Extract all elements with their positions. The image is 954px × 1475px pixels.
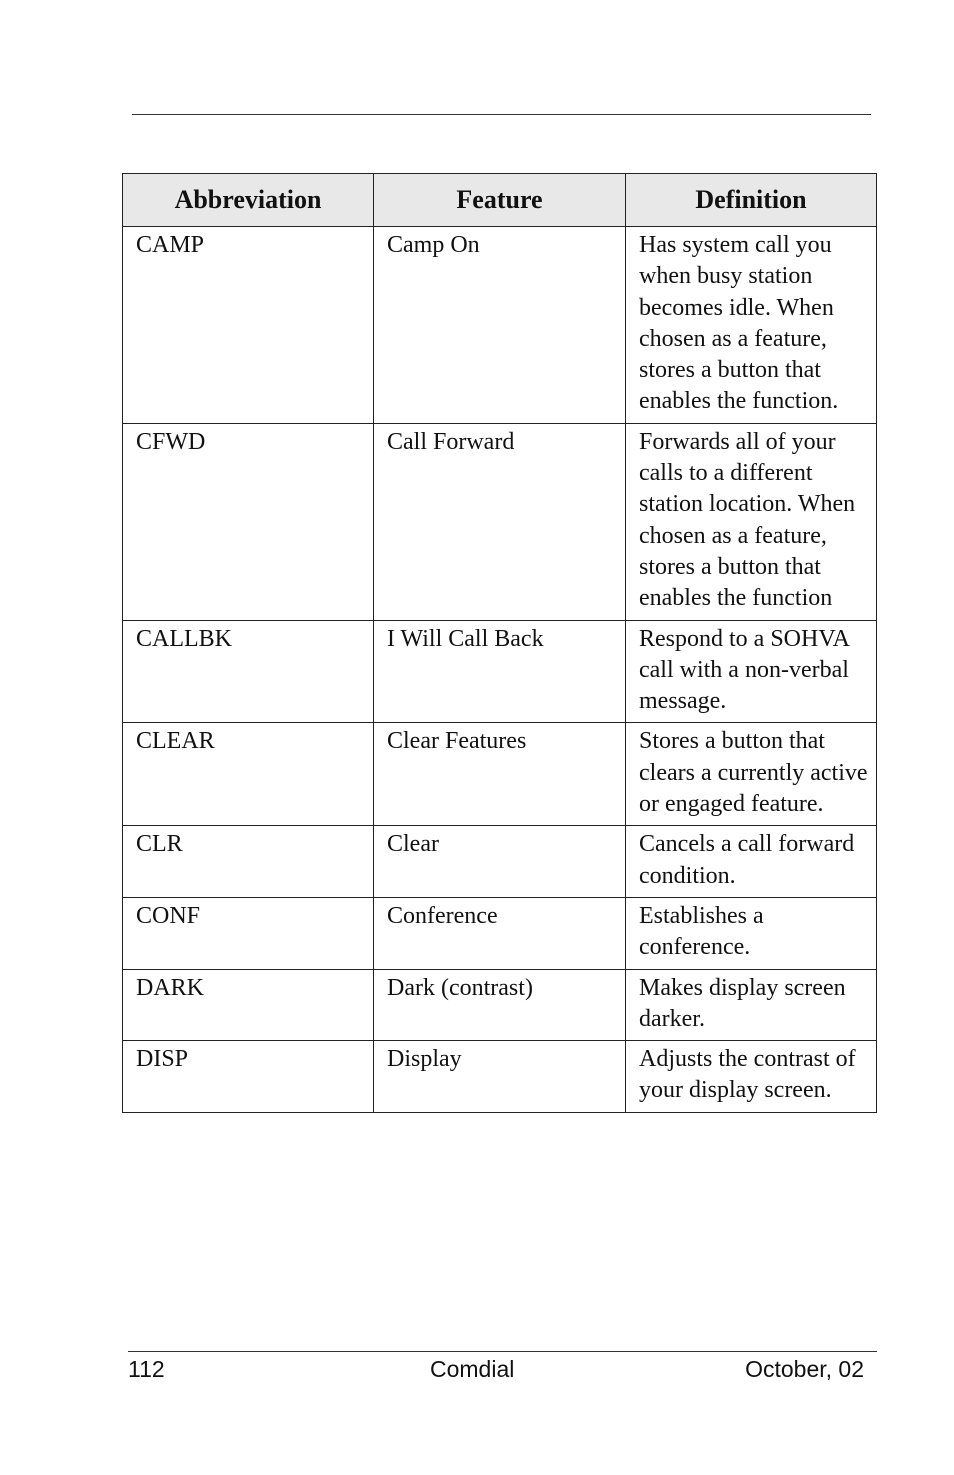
header-rule bbox=[132, 114, 871, 115]
cell-abbreviation: CONF bbox=[123, 897, 374, 969]
feature-table-body bbox=[123, 227, 877, 1113]
table-row bbox=[123, 423, 877, 620]
cell-feature: Clear Features bbox=[374, 723, 626, 826]
footer-rule bbox=[128, 1351, 877, 1352]
feature-table bbox=[122, 173, 877, 1113]
header-definition: Definition bbox=[626, 174, 877, 227]
cell-definition: Respond to a SOHVA call with a non-verbal message. bbox=[626, 620, 877, 723]
cell-abbreviation: CALLBK bbox=[123, 620, 374, 723]
footer-date: October, 02 bbox=[745, 1356, 864, 1382]
table-row bbox=[123, 969, 877, 1041]
cell-feature: Conference bbox=[374, 897, 626, 969]
cell-abbreviation: DISP bbox=[123, 1041, 374, 1113]
cell-definition: Forwards all of your calls to a different station location. When chosen as a feature, stores a button that enables the function bbox=[626, 423, 877, 620]
cell-abbreviation: CLEAR bbox=[123, 723, 374, 826]
cell-abbreviation: CAMP bbox=[123, 227, 374, 424]
table-row bbox=[123, 227, 877, 424]
footer-company: Comdial bbox=[430, 1356, 515, 1382]
cell-feature: I Will Call Back bbox=[374, 620, 626, 723]
table-row bbox=[123, 723, 877, 826]
cell-feature: Display bbox=[374, 1041, 626, 1113]
cell-definition: Establishes a conference. bbox=[626, 897, 877, 969]
cell-abbreviation: DARK bbox=[123, 969, 374, 1041]
table-row bbox=[123, 826, 877, 898]
page-number: 112 bbox=[128, 1356, 165, 1382]
cell-definition: Adjusts the contrast of your display screen. bbox=[626, 1041, 877, 1113]
cell-feature: Camp On bbox=[374, 227, 626, 424]
cell-abbreviation: CLR bbox=[123, 826, 374, 898]
cell-feature: Call Forward bbox=[374, 423, 626, 620]
table-row bbox=[123, 620, 877, 723]
table-row bbox=[123, 897, 877, 969]
cell-feature: Clear bbox=[374, 826, 626, 898]
cell-definition: Makes display screen darker. bbox=[626, 969, 877, 1041]
cell-definition: Cancels a call forward condition. bbox=[626, 826, 877, 898]
header-abbreviation: Abbreviation bbox=[123, 174, 374, 227]
cell-feature: Dark (contrast) bbox=[374, 969, 626, 1041]
feature-table-header bbox=[123, 174, 877, 227]
header-row bbox=[123, 174, 877, 227]
header-feature: Feature bbox=[374, 174, 626, 227]
cell-definition: Has system call you when busy station becomes idle. When chosen as a feature, stores a button that enables the function. bbox=[626, 227, 877, 424]
cell-abbreviation: CFWD bbox=[123, 423, 374, 620]
table-row bbox=[123, 1041, 877, 1113]
cell-definition: Stores a button that clears a currently active or engaged feature. bbox=[626, 723, 877, 826]
